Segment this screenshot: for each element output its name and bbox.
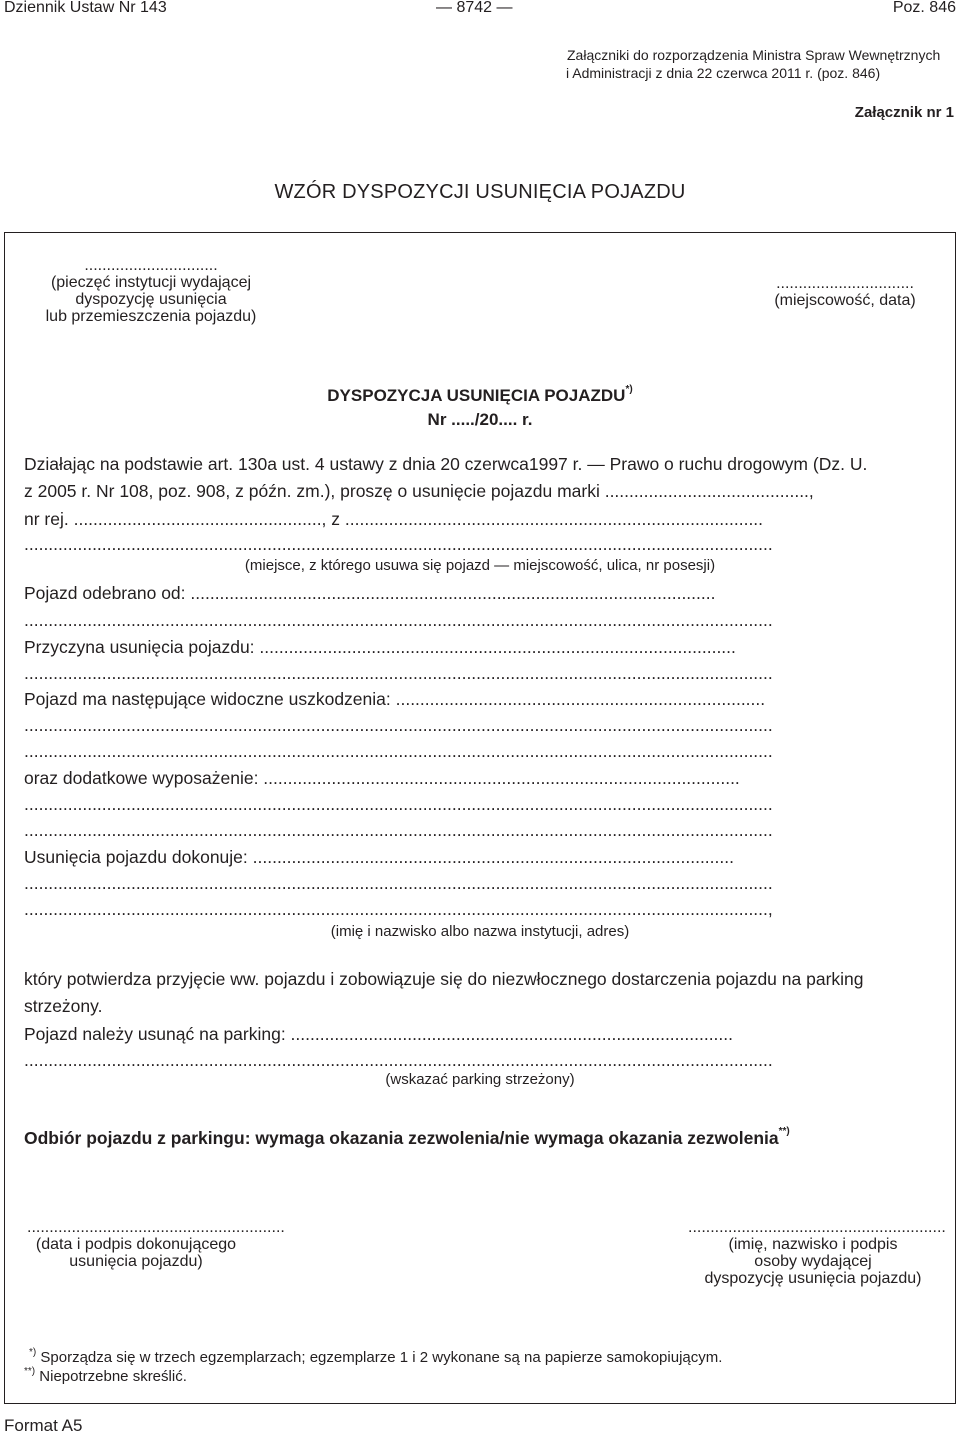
pickup-requirement: Odbiór pojazdu z parkingu: wymaga okazania zezwolenia/nie wymaga okazania zezwolenia**) <box>24 1126 790 1148</box>
parking-dots: .......................................................................................................................................................... <box>24 1050 773 1070</box>
signature-left-label2: usunięcia pojazdu) <box>69 1253 203 1270</box>
body-vehicle-make: z 2005 r. Nr 108, poz. 908, z późn. zm.), proszę o usunięcie pojazdu marki .........................................., <box>24 481 814 501</box>
equipment-dots-1: .......................................................................................................................................................... <box>24 794 773 814</box>
form-title: WZÓR DYSPOZYCJI USUNIĘCIA POJAZDU <box>274 181 686 203</box>
stamp-label-line1: (pieczęć instytucji wydającej <box>50 274 252 291</box>
performer-dots-2: ........................................................................................................................................................., <box>24 899 773 919</box>
document-number: Nr ...../20.... r. <box>427 410 533 429</box>
body-registration: nr rej. ..................................................., z ...................................................................................... <box>24 509 764 529</box>
footnote-ref-2: **) <box>778 1126 790 1137</box>
stamp-block <box>27 257 275 325</box>
footnote-ref-1: *) <box>625 384 633 395</box>
footnote-1-mark: *) <box>29 1347 37 1358</box>
damage-dots-1: .......................................................................................................................................................... <box>24 715 773 735</box>
footnote-2-mark: **) <box>24 1366 36 1377</box>
page-number: — 8742 — <box>436 0 513 16</box>
signature-right-label2: osoby wydającej <box>754 1253 872 1270</box>
annex-intro-line1: Załączniki do rozporządzenia Ministra Spraw Wewnętrznych <box>567 47 941 63</box>
performer-line: Usunięcia pojazdu dokonuje: ................................................................................................... <box>24 847 734 867</box>
confirmation-line1: który potwierdza przyjęcie ww. pojazdu i zobowiązuje się do niezwłocznego dostarczenia pojazdu na parking <box>24 969 864 989</box>
damage-dots-2: .......................................................................................................................................................... <box>24 741 773 761</box>
damage-line: Pojazd ma następujące widoczne uszkodzenia: ............................................................................ <box>24 689 766 709</box>
parking-line: Pojazd należy usunąć na parking: ........................................................................................... <box>24 1024 734 1044</box>
place-date-dots: ............................... <box>776 275 914 292</box>
document-title: DYSPOZYCJA USUNIĘCIA POJAZDU*) <box>327 384 633 405</box>
signature-right <box>688 1219 946 1287</box>
stamp-label-line3: lub przemieszczenia pojazdu) <box>45 308 257 325</box>
equipment-dots-2: .......................................................................................................................................................... <box>24 820 773 840</box>
equipment-line: oraz dodatkowe wyposażenie: .................................................................................................. <box>24 768 740 788</box>
signature-right-label1: (imię, nazwisko i podpis <box>728 1236 898 1253</box>
position-number: Poz. 846 <box>892 0 956 16</box>
received-from-dots: .......................................................................................................................................................... <box>24 610 773 630</box>
body-legal-basis: Działając na podstawie art. 130a ust. 4 ustawy z dnia 20 czerwca1997 r. — Prawo o ruchu drogowym (Dz. U. <box>24 454 868 474</box>
location-caption: (miejsce, z którego usuwa się pojazd — miejscowość, ulica, nr posesji) <box>244 557 716 574</box>
annex-intro-line2: i Administracji z dnia 22 czerwca 2011 r. (poz. 846) <box>566 65 881 81</box>
annex-number: Załącznik nr 1 <box>854 104 954 121</box>
parking-caption: (wskazać parking strzeżony) <box>385 1071 575 1088</box>
place-date-block <box>745 275 945 309</box>
footnote-1: *) Sporządza się w trzech egzemplarzach; egzemplarze 1 i 2 wykonane są na papierze samokopiującym. <box>29 1347 723 1366</box>
signature-right-label3: dyspozycję usunięcia pojazdu) <box>704 1270 922 1287</box>
body-location-dots: .......................................................................................................................................................... <box>24 534 773 554</box>
confirmation-line2: strzeżony. <box>24 996 103 1016</box>
journal-title: Dziennik Ustaw Nr 143 <box>4 0 167 16</box>
place-date-label: (miejscowość, data) <box>774 292 916 309</box>
stamp-label-line2: dyspozycję usunięcia <box>75 291 227 308</box>
removal-reason-dots: .......................................................................................................................................................... <box>24 663 773 683</box>
received-from-line: Pojazd odebrano od: ............................................................................................................ <box>24 583 716 603</box>
form-box <box>4 232 956 1404</box>
signature-right-dots: .......................................................... <box>688 1219 946 1236</box>
signature-left <box>27 1219 285 1270</box>
removal-reason-line: Przyczyna usunięcia pojazdu: .................................................................................................. <box>24 637 736 657</box>
signature-left-label1: (data i podpis dokonującego <box>35 1236 237 1253</box>
performer-caption: (imię i nazwisko albo nazwa instytucji, adres) <box>330 923 630 940</box>
footnote-2: **) Niepotrzebne skreślić. <box>24 1366 187 1385</box>
format-label: Format A5 <box>4 1416 83 1435</box>
signature-left-dots: .......................................................... <box>27 1219 285 1236</box>
stamp-dots: .............................. <box>84 257 218 274</box>
performer-dots-1: .......................................................................................................................................................... <box>24 873 773 893</box>
